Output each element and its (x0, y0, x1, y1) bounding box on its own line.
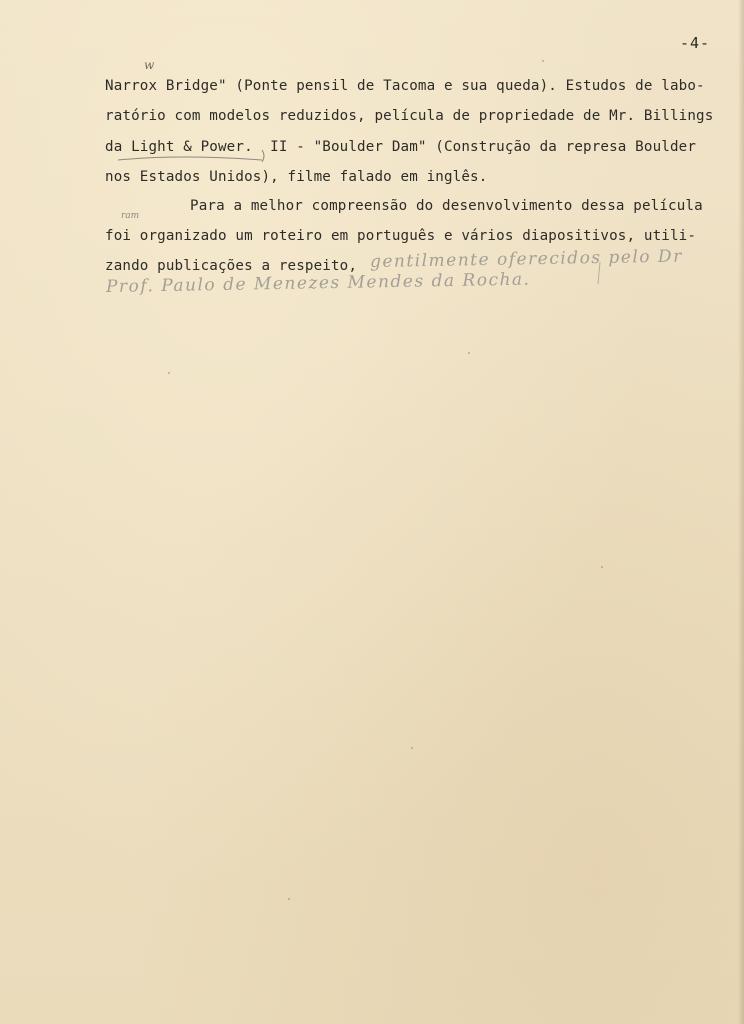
paper-speck (168, 372, 170, 374)
body-line-2: ratório com modelos reduzidos, película de propriedade de Mr. Billings (105, 108, 714, 124)
pencil-underline-mark (118, 157, 262, 160)
pencil-bracket-mark (262, 150, 264, 162)
handwritten-note-line-1: gentilmente oferecidos pelo Dr (369, 246, 683, 272)
handwritten-correction-w: w (144, 58, 155, 72)
body-line-7: zando publicações a respeito, (105, 258, 358, 274)
paper-speck (542, 60, 544, 62)
paper-speck (411, 747, 413, 749)
body-line-5-paragraph-start: Para a melhor compreensão do desenvolvimento dessa película (190, 198, 703, 214)
page-number: -4- (680, 34, 711, 52)
paper-speck (288, 898, 290, 900)
body-line-1: Narrox Bridge" (Ponte pensil de Tacoma e sua queda). Estudos de labo- (105, 78, 705, 94)
body-line-6: foi organizado um roteiro em português e vários diapositivos, utili- (105, 228, 697, 244)
handwritten-note-line-2: Prof. Paulo de Menezes Mendes da Rocha. (105, 269, 531, 297)
body-line-3: da Light & Power. II - "Boulder Dam" (Construção da represa Boulder (105, 139, 697, 155)
pencil-stroke-mark (598, 262, 600, 284)
handwritten-correction-ram: ram (121, 211, 140, 221)
paper-speck (468, 352, 470, 354)
paper-speck (601, 566, 603, 568)
body-line-4: nos Estados Unidos), filme falado em inglês. (105, 169, 488, 185)
